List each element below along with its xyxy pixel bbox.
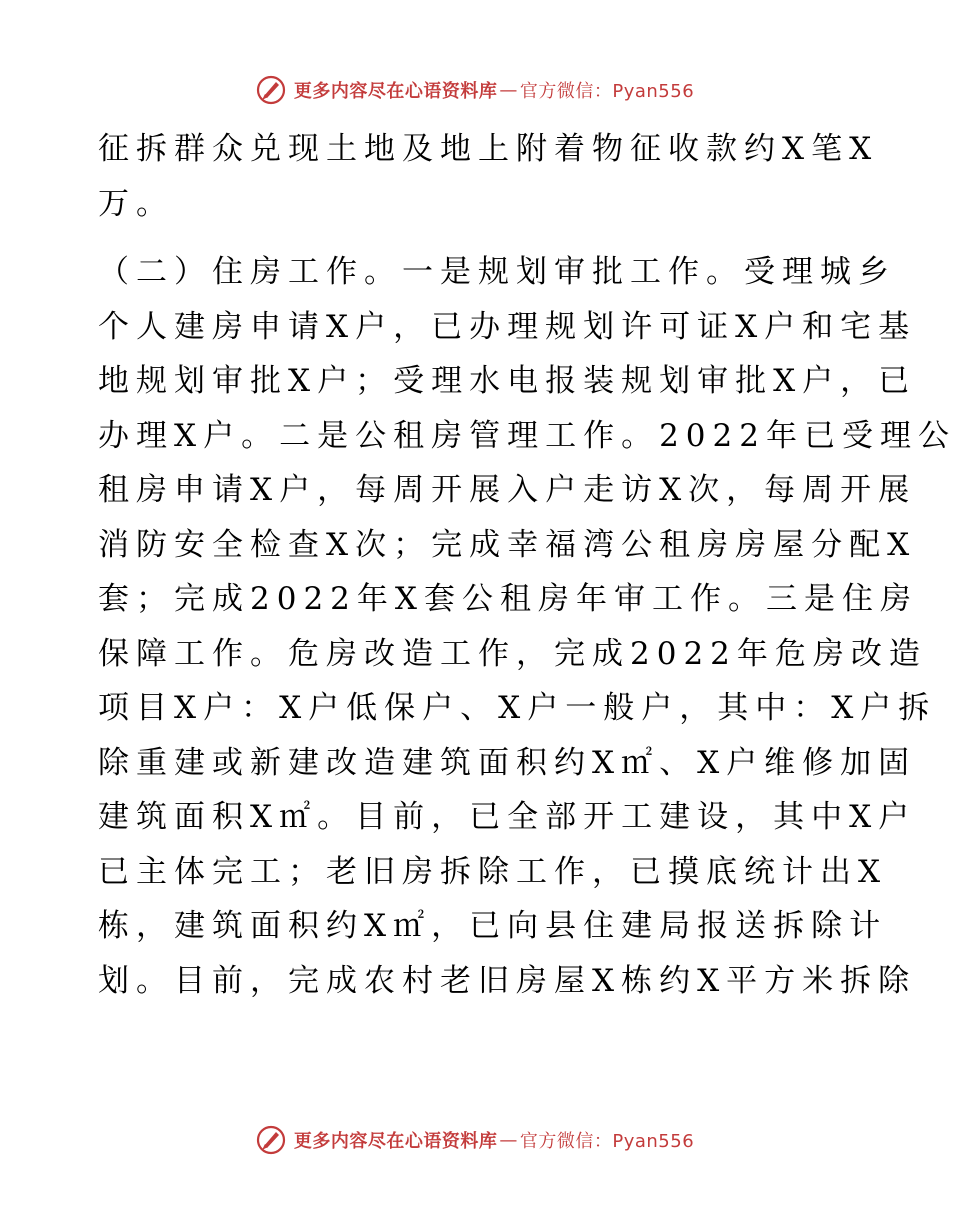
text-line: 建筑面积X㎡。目前，已全部开工建设，其中X户 [98,799,917,835]
text-line: 划。目前，完成农村老旧房屋X栋约X平方米拆除 [98,962,917,999]
text-line: 万。 [98,185,174,222]
text-line: 栋，建筑面积约X㎡，已向县住建局报送拆除计 [98,908,888,944]
footer-banner [0,1120,950,1160]
banner-contact-text: 官方微信：Pyan556 [519,81,695,102]
text-line: 消防安全检查X次；完成幸福湾公租房房屋分配X [98,526,917,563]
document-body [98,122,956,1008]
text-line: 项目X户：X户低保户、X户一般户，其中：X户拆 [98,690,937,726]
text-line: 个人建房申请X户，已办理规划许可证X户和宅基 [98,308,917,345]
text-line: 征拆群众兑现土地及地上附着物征收款约X笔X [98,131,879,167]
text-line: 办理X户。二是公租房管理工作。2022年已受理公 [98,417,956,454]
banner-dash: — [499,1129,518,1151]
text-line: 已主体完工；老旧房拆除工作，已摸底统计出X [98,853,888,890]
banner-contact-text: 官方微信：Pyan556 [519,1131,695,1152]
text-line: 地规划审批X户；受理水电报装规划审批X户，已 [98,363,917,399]
header-banner [0,70,950,110]
quill-pen-seal-icon [256,75,286,105]
banner-brand-text: 更多内容尽在心语资料库 [293,1131,498,1152]
paragraph-2 [98,245,956,1008]
text-line: 租房申请X户，每周开展入户走访X次，每周开展 [98,472,917,508]
quill-pen-seal-icon [256,1125,286,1155]
paragraph-1 [98,122,879,231]
text-line: （二）住房工作。一是规划审批工作。受理城乡 [98,254,896,290]
banner-dash: — [499,79,518,101]
text-line: 保障工作。危房改造工作，完成2022年危房改造 [98,635,927,672]
text-line: 除重建或新建改造建筑面积约X㎡、X户维修加固 [98,744,917,781]
text-line: 套；完成2022年X套公租房年审工作。三是住房 [98,581,918,617]
banner-brand-text: 更多内容尽在心语资料库 [293,81,498,102]
